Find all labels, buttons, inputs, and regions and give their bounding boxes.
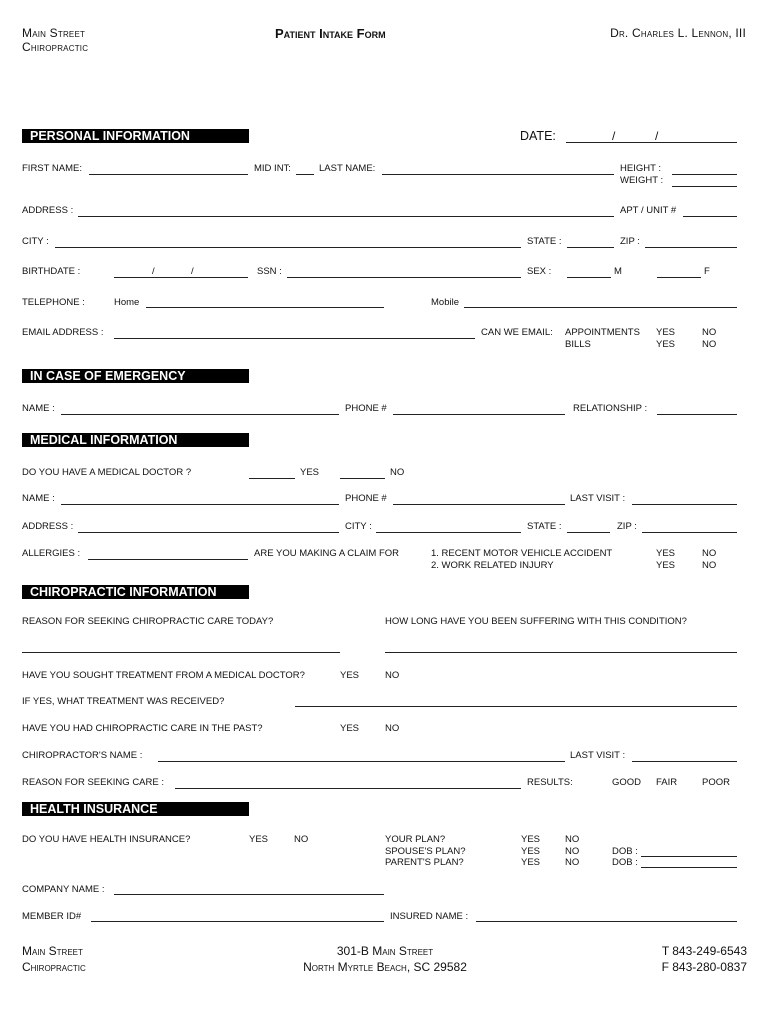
form-title: Patient Intake Form: [275, 26, 386, 41]
last-visit-label: LAST VISIT :: [570, 493, 626, 504]
doctor-address-field[interactable]: [78, 532, 339, 533]
insured-name-field[interactable]: [476, 921, 737, 922]
email-label: EMAIL ADDRESS :: [22, 327, 104, 338]
date-field[interactable]: [566, 142, 737, 143]
doctor-state-label: STATE :: [527, 521, 562, 532]
doctor-name-label: NAME :: [22, 493, 55, 504]
section-personal-information: PERSONAL INFORMATION: [22, 129, 249, 143]
poor-option[interactable]: POOR: [702, 777, 730, 788]
yes-option[interactable]: YES: [521, 834, 541, 845]
yes-option[interactable]: YES: [656, 560, 676, 571]
weight-label: WEIGHT :: [620, 175, 664, 186]
chiropractor-name-field[interactable]: [158, 761, 565, 762]
birthdate-sep: /: [191, 266, 194, 277]
doctor-phone-label: PHONE #: [345, 493, 387, 504]
your-plan-label: YOUR PLAN?: [385, 834, 446, 845]
section-health-insurance: HEALTH INSURANCE: [22, 802, 249, 816]
state-field[interactable]: [567, 247, 614, 248]
doctor-city-field[interactable]: [376, 532, 521, 533]
can-email-label: CAN WE EMAIL:: [481, 327, 553, 338]
no-label: NO: [390, 467, 405, 478]
yes-option[interactable]: YES: [340, 670, 360, 681]
sex-m-label: M: [614, 266, 622, 277]
emergency-name-field[interactable]: [61, 414, 339, 415]
yes-option[interactable]: YES: [656, 548, 676, 559]
mobile-phone-field[interactable]: [464, 307, 737, 308]
apt-field[interactable]: [683, 216, 737, 217]
spouse-plan-label: SPOUSE'S PLAN?: [385, 846, 466, 857]
parent-dob-label: DOB :: [612, 857, 638, 868]
spouse-dob-label: DOB :: [612, 846, 638, 857]
state-label: STATE :: [527, 236, 562, 247]
yes-option[interactable]: YES: [521, 857, 541, 868]
ssn-label: SSN :: [257, 266, 282, 277]
section-chiropractic-information: CHIROPRACTIC INFORMATION: [22, 585, 249, 599]
yes-option[interactable]: YES: [521, 846, 541, 857]
chiro-last-visit-field[interactable]: [632, 761, 737, 762]
relationship-field[interactable]: [657, 414, 737, 415]
emergency-name-label: NAME :: [22, 403, 55, 414]
company-name-label: COMPANY NAME :: [22, 884, 105, 895]
sex-f-field[interactable]: [657, 277, 701, 278]
footer-phone: T 843-249-6543: [661, 944, 747, 958]
allergies-label: ALLERGIES :: [22, 548, 81, 559]
claim-label: ARE YOU MAKING A CLAIM FOR: [254, 548, 399, 559]
sought-treatment-label: HAVE YOU SOUGHT TREATMENT FROM A MEDICAL DOCTOR?: [22, 670, 305, 681]
results-label: RESULTS:: [527, 777, 573, 788]
insured-name-label: INSURED NAME :: [390, 911, 469, 922]
doctor-phone-field[interactable]: [393, 504, 565, 505]
doctor-state-field[interactable]: [567, 532, 610, 533]
yes-option[interactable]: YES: [656, 339, 676, 350]
date-sep: /: [655, 129, 659, 143]
last-name-label: LAST NAME:: [319, 163, 376, 174]
height-label: HEIGHT :: [620, 163, 661, 174]
fair-option[interactable]: FAIR: [656, 777, 678, 788]
parent-dob-field[interactable]: [641, 867, 737, 868]
first-name-label: FIRST NAME:: [22, 163, 82, 174]
reason-today-field[interactable]: [22, 652, 340, 653]
have-doctor-label: DO YOU HAVE A MEDICAL DOCTOR ?: [22, 467, 192, 478]
no-option[interactable]: NO: [565, 834, 580, 845]
no-option[interactable]: NO: [702, 339, 717, 350]
parent-plan-label: PARENT'S PLAN?: [385, 857, 464, 868]
practice-name-line1: Main Street: [22, 26, 86, 40]
doctor-no-field[interactable]: [340, 478, 385, 479]
company-name-field[interactable]: [114, 894, 384, 895]
allergies-field[interactable]: [88, 559, 248, 560]
home-phone-field[interactable]: [146, 307, 384, 308]
doctor-name-field[interactable]: [61, 504, 339, 505]
ssn-field[interactable]: [287, 277, 521, 278]
no-option[interactable]: NO: [565, 846, 580, 857]
reason-care-field[interactable]: [175, 788, 521, 789]
emergency-phone-label: PHONE #: [345, 403, 387, 414]
date-label: DATE:: [520, 129, 556, 143]
apt-label: APT / UNIT #: [620, 205, 677, 216]
birthdate-sep: /: [152, 266, 155, 277]
birthdate-label: BIRTHDATE :: [22, 266, 81, 277]
mobile-label: Mobile: [431, 297, 459, 308]
spouse-dob-field[interactable]: [641, 856, 737, 857]
address-field[interactable]: [78, 216, 614, 217]
reason-care-label: REASON FOR SEEKING CARE :: [22, 777, 164, 788]
mid-int-label: MID INT:: [254, 163, 291, 174]
footer-address-line2: North Myrtle Beach, SC 29582: [303, 960, 467, 974]
have-insurance-label: DO YOU HAVE HEALTH INSURANCE?: [22, 834, 191, 845]
city-label: CITY :: [22, 236, 49, 247]
date-sep: /: [612, 129, 616, 143]
member-id-label: MEMBER ID#: [22, 911, 82, 922]
how-long-field[interactable]: [385, 652, 737, 653]
doctor-city-label: CITY :: [345, 521, 372, 532]
no-option[interactable]: NO: [702, 327, 717, 338]
claim-option-2: 2. WORK RELATED INJURY: [431, 560, 554, 571]
no-option[interactable]: NO: [294, 834, 309, 845]
zip-field[interactable]: [645, 247, 737, 248]
section-emergency: IN CASE OF EMERGENCY: [22, 369, 249, 383]
last-name-field[interactable]: [382, 174, 614, 175]
relationship-label: RELATIONSHIP :: [573, 403, 648, 414]
chiro-last-visit-label: LAST VISIT :: [570, 750, 626, 761]
reason-today-label: REASON FOR SEEKING CHIROPRACTIC CARE TODAY?: [22, 616, 274, 627]
how-long-label: HOW LONG HAVE YOU BEEN SUFFERING WITH THIS CONDITION?: [385, 616, 687, 627]
member-id-field[interactable]: [91, 921, 384, 922]
doctor-yes-field[interactable]: [249, 478, 295, 479]
footer-practice-line1: Main Street: [22, 944, 83, 958]
yes-option[interactable]: YES: [656, 327, 676, 338]
sex-f-label: F: [704, 266, 710, 277]
first-name-field[interactable]: [89, 174, 248, 175]
footer-address-line1: 301-B Main Street: [336, 944, 434, 958]
no-option[interactable]: NO: [385, 670, 400, 681]
had-chiro-label: HAVE YOU HAD CHIROPRACTIC CARE IN THE PAST?: [22, 723, 263, 734]
birthdate-field[interactable]: [114, 277, 248, 278]
bills-label: BILLS: [565, 339, 591, 350]
doctor-name: Dr. Charles L. Lennon, III: [610, 26, 746, 40]
appointments-label: APPOINTMENTS: [565, 327, 640, 338]
no-option[interactable]: NO: [702, 560, 717, 571]
footer-practice-line2: Chiropractic: [22, 960, 86, 974]
no-option[interactable]: NO: [565, 857, 580, 868]
claim-option-1: 1. RECENT MOTOR VEHICLE ACCIDENT: [431, 548, 613, 559]
yes-label: YES: [300, 467, 320, 478]
no-option[interactable]: NO: [385, 723, 400, 734]
sex-m-field[interactable]: [567, 277, 611, 278]
city-field[interactable]: [55, 247, 521, 248]
sex-label: SEX :: [527, 266, 552, 277]
section-medical-information: MEDICAL INFORMATION: [22, 433, 249, 447]
home-label: Home: [114, 297, 140, 308]
emergency-phone-field[interactable]: [393, 414, 565, 415]
zip-label: ZIP :: [620, 236, 640, 247]
what-treatment-field[interactable]: [295, 706, 737, 707]
weight-field[interactable]: [672, 186, 737, 187]
doctor-zip-field[interactable]: [642, 532, 737, 533]
email-field[interactable]: [114, 338, 475, 339]
address-label: ADDRESS :: [22, 205, 74, 216]
height-field[interactable]: [672, 174, 737, 175]
good-option[interactable]: GOOD: [612, 777, 642, 788]
yes-option[interactable]: YES: [249, 834, 269, 845]
yes-option[interactable]: YES: [340, 723, 360, 734]
what-treatment-label: IF YES, WHAT TREATMENT WAS RECEIVED?: [22, 696, 225, 707]
chiropractor-name-label: CHIROPRACTOR'S NAME :: [22, 750, 143, 761]
telephone-label: TELEPHONE :: [22, 297, 85, 308]
doctor-address-label: ADDRESS :: [22, 521, 74, 532]
practice-name-line2: Chiropractic: [22, 40, 89, 54]
no-option[interactable]: NO: [702, 548, 717, 559]
last-visit-field[interactable]: [632, 504, 737, 505]
mid-int-field[interactable]: [296, 174, 314, 175]
doctor-zip-label: ZIP :: [617, 521, 637, 532]
footer-fax: F 843-280-0837: [661, 960, 747, 974]
